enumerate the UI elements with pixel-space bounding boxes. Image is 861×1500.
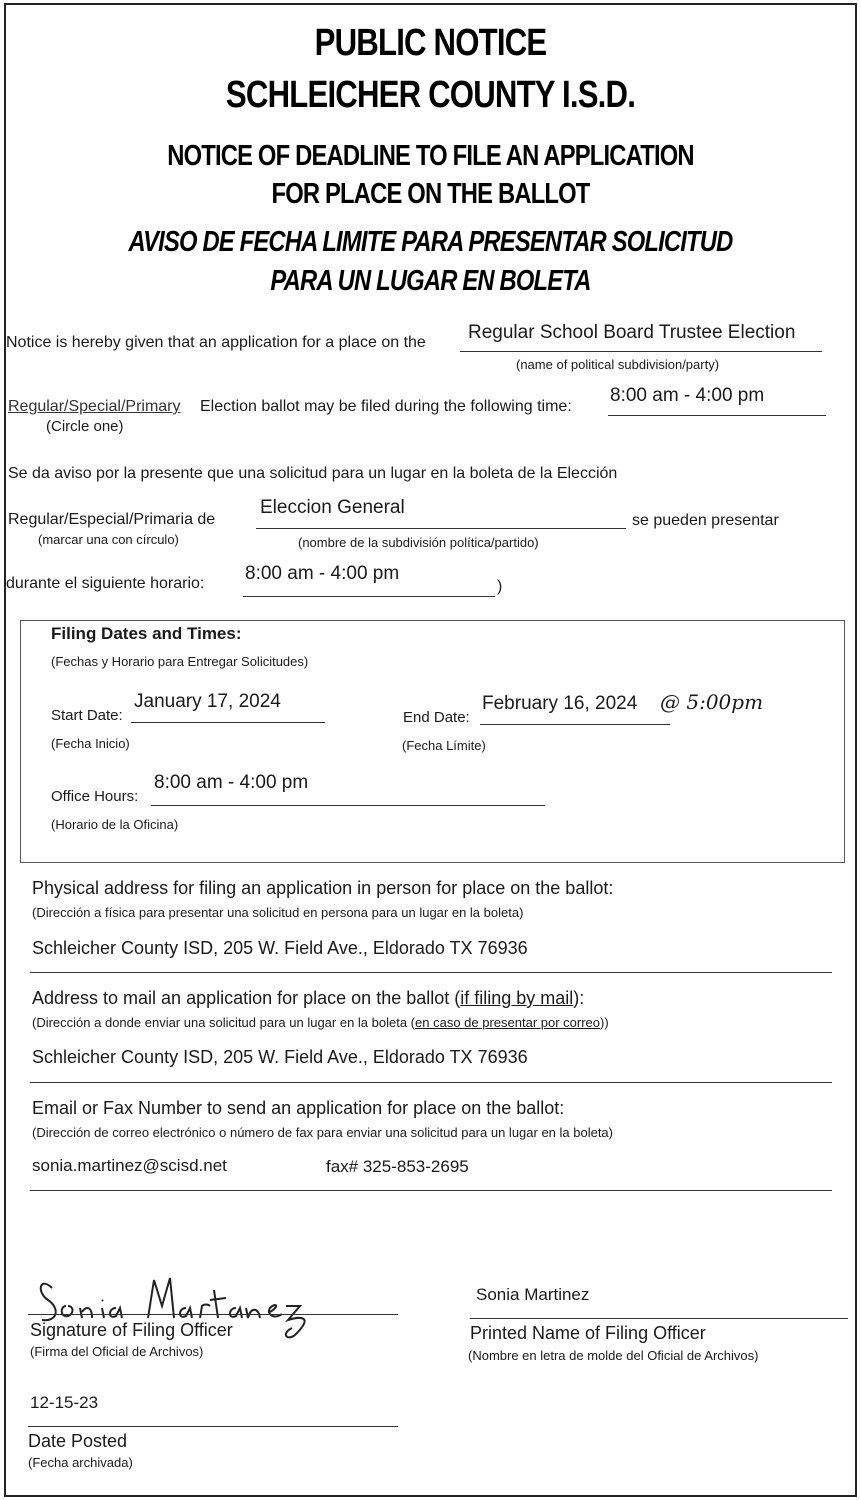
title-spanish-1: AVISO DE FECHA LIMITE PARA PRESENTAR SOLICITUD <box>128 226 733 258</box>
start-date-label: Start Date: <box>51 707 123 724</box>
date-posted-value: 12-15-23 <box>30 1393 99 1412</box>
physical-address-label: Physical address for filing an application in person for place on the ballot: <box>32 878 614 898</box>
printed-name-label: Printed Name of Filing Officer <box>470 1323 706 1343</box>
signature-label-es: (Firma del Oficial de Archivos) <box>30 1344 204 1359</box>
end-date-caption: (Fecha Límite) <box>402 738 486 753</box>
fax-value: fax# 325-853-2695 <box>326 1157 469 1176</box>
subdivision-caption-es: (nombre de la subdivisión política/partido) <box>298 535 539 550</box>
physical-address-value: Schleicher County ISD, 205 W. Field Ave., Eldorado TX 76936 <box>32 938 528 958</box>
date-posted-label-es: (Fecha archivada) <box>28 1455 133 1470</box>
physical-address-line <box>30 972 832 973</box>
office-hours-value: 8:00 am - 4:00 pm <box>154 772 309 793</box>
circle-one-es: (marcar una con círculo) <box>38 532 179 547</box>
mail-address-line <box>30 1082 832 1083</box>
circle-one-en: (Circle one) <box>46 418 124 435</box>
title-spanish-2: PARA UN LUGAR EN BOLETA <box>270 265 591 297</box>
email-fax-label-es: (Dirección de correo electrónico o número de fax para enviar una solicitud para un lugar en la boleta) <box>32 1125 613 1140</box>
signature-label: Signature of Filing Officer <box>30 1320 233 1340</box>
notice-text-en: Notice is hereby given that an application for a place on the <box>6 334 426 351</box>
notice-text-es: Se da aviso por la presente que una solicitud para un lugar en la boleta de la Elección <box>8 465 618 482</box>
subdivision-line-es <box>256 528 626 529</box>
subdivision-value-es: Eleccion General <box>260 497 405 518</box>
email-value: sonia.martinez@scisd.net <box>32 1156 227 1175</box>
mail-address-label-es <box>32 1015 609 1030</box>
office-hours-caption: (Horario de la Oficina) <box>51 817 179 832</box>
printed-name-value: Sonia Martinez <box>476 1285 590 1304</box>
mail-label-start: Address to mail an application for place on the ballot ( <box>32 988 461 1008</box>
start-date-value: January 17, 2024 <box>134 691 281 712</box>
title-deadline: NOTICE OF DEADLINE TO FILE AN APPLICATION <box>167 140 694 172</box>
physical-address-label-es: (Dirección a física para presentar una solicitud en persona para un lugar en la boleta) <box>32 905 524 920</box>
mail-address-value: Schleicher County ISD, 205 W. Field Ave., Eldorado TX 76936 <box>32 1047 528 1067</box>
subdivision-caption-en: (name of political subdivision/party) <box>516 357 720 372</box>
printed-name-line <box>470 1318 848 1319</box>
end-date-line <box>480 724 670 725</box>
time-line-en <box>608 415 826 416</box>
during-text-es: durante el siguiente horario: <box>6 575 205 592</box>
time-value-es: 8:00 am - 4:00 pm <box>245 563 400 584</box>
mail-label-es-start: (Dirección a donde enviar una solicitud para un lugar en la boleta ( <box>32 1015 416 1030</box>
ballot-text-en: Election ballot may be filed during the following time: <box>200 398 572 415</box>
title-district: SCHLEICHER COUNTY I.S.D. <box>225 74 636 116</box>
mail-label-es-end: )) <box>600 1015 609 1030</box>
date-posted-label: Date Posted <box>28 1431 128 1451</box>
title-public-notice: PUBLIC NOTICE <box>314 22 547 64</box>
subdivision-value-en: Regular School Board Trustee Election <box>468 322 796 343</box>
start-date-line <box>131 722 325 723</box>
close-paren-es: ) <box>497 578 503 595</box>
end-date-value: February 16, 2024 <box>482 693 638 714</box>
signature-line <box>28 1314 398 1315</box>
office-hours-line <box>151 805 545 806</box>
email-fax-line <box>30 1190 832 1191</box>
time-value-en: 8:00 am - 4:00 pm <box>610 385 765 406</box>
email-fax-label: Email or Fax Number to send an application for place on the ballot: <box>32 1098 565 1118</box>
start-date-caption: (Fecha Inicio) <box>51 736 130 751</box>
mail-address-label <box>32 988 584 1009</box>
title-ballot: FOR PLACE ON THE BALLOT <box>271 178 590 210</box>
mail-label-end: ): <box>573 988 585 1008</box>
mail-label-es-underlined: en caso de presentar por correo <box>415 1015 601 1030</box>
date-posted-line <box>28 1426 398 1427</box>
subdivision-line-en <box>460 351 822 352</box>
filing-title: Filing Dates and Times: <box>51 624 242 643</box>
office-hours-label: Office Hours: <box>51 788 139 805</box>
end-date-label: End Date: <box>403 709 470 726</box>
mail-label-underlined: if filing by mail <box>460 988 574 1008</box>
signature-text: Sonia Martinez <box>30 1262 37 1263</box>
election-type-en: Regular/Special/Primary <box>8 398 181 415</box>
end-time-handwritten: @ 5:00pm <box>660 690 764 714</box>
after-text-es: se pueden presentar <box>632 512 779 529</box>
filing-subtitle: (Fechas y Horario para Entregar Solicitudes) <box>51 654 309 669</box>
printed-name-label-es: (Nombre en letra de molde del Oficial de Archivos) <box>468 1348 759 1363</box>
election-type-es: Regular/Especial/Primaria de <box>8 511 216 528</box>
time-line-es <box>243 596 495 597</box>
